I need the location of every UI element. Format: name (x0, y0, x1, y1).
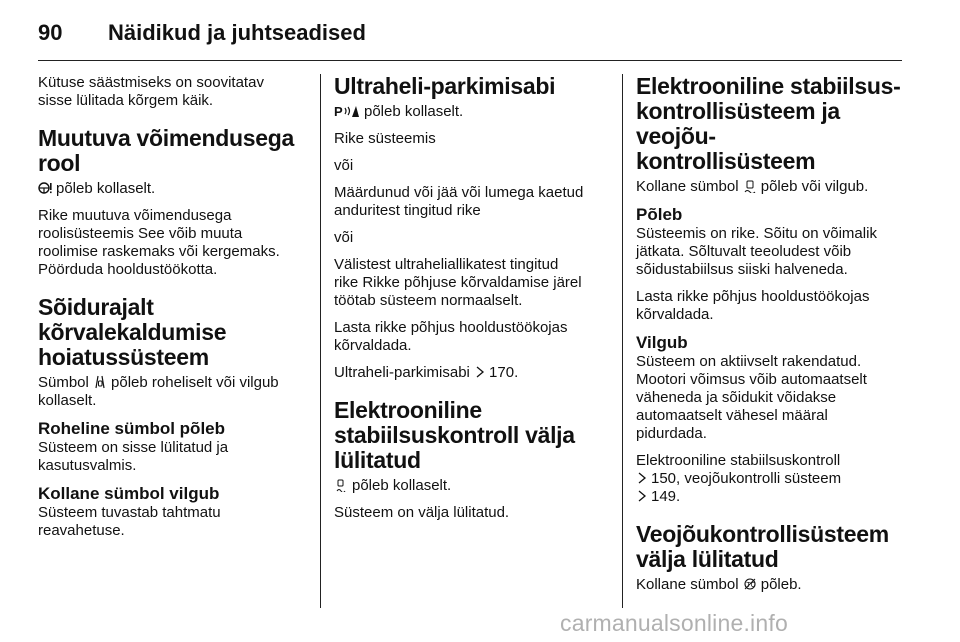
column-divider-1 (320, 74, 321, 608)
esc-icon (743, 179, 757, 193)
body-line: või (334, 157, 354, 174)
on-body: Süsteemis on rike. Sõitu on võimalik jätkata. Sõltuvalt teeoludest võib sõidustabiilsus siiski halveneda. (636, 225, 877, 278)
blink-body: Süsteem on aktiivselt rakendatud. Mootori võimsus võib automaatselt väheneda ja sõidukit võidakse automaatselt vähesel määral pidurdada. (636, 353, 867, 442)
section-body: Süsteem on välja lülitatud. (334, 504, 510, 521)
page-reference[interactable]: Ultraheli-parkimisabi 170. (334, 364, 519, 381)
svg-text:TC: TC (746, 582, 756, 589)
page-number: 90 (38, 20, 63, 45)
page-ref-icon (636, 490, 648, 502)
subheading-on: Põleb (636, 205, 683, 224)
subheading-yellow: Kollane sümbol vilgub (38, 484, 220, 503)
steering-warning-icon (38, 181, 52, 195)
section-parking-assist (334, 74, 606, 382)
page-reference[interactable]: Elektrooniline stabiilsuskontroll 150, veojõukontrolli süsteem 149. (636, 452, 842, 505)
body-line: Välistest ultraheliallikatest tingitud rike Rikke põhjuse kõrvaldamise järel töötab süsteem normaalselt. (334, 256, 582, 309)
section-esc-off (334, 398, 606, 522)
yellow-body: Süsteem tuvastab tahtmatu reavahetuse. (38, 504, 221, 539)
section-title: Elektrooniline stabiilsus- kontrollisüsteem ja veojõu- kontrollisüsteem (636, 73, 901, 174)
status-line: põleb kollaselt. (38, 180, 306, 198)
section-esc-tc (636, 74, 904, 506)
subheading-blink: Vilgub (636, 333, 688, 352)
intro-text: Kütuse säästmiseks on soovitatav sisse lülitada kõrgem käik. (38, 74, 264, 109)
section-lane-departure (38, 295, 306, 540)
status-line: P põleb kollaselt. (334, 103, 464, 120)
column-3 (636, 74, 904, 603)
header-rule (38, 60, 902, 61)
section-power-steering (38, 126, 306, 279)
section-tc-off (636, 522, 904, 594)
chapter-title: Näidikud ja juhtseadised (108, 20, 366, 45)
section-title: Elektrooniline stabiilsuskontroll välja lülitatud (334, 397, 575, 473)
body-line: Lasta rikke põhjus hooldustöökojas kõrvaldada. (334, 319, 568, 354)
on-body-2: Lasta rikke põhjus hooldustöökojas kõrvaldada. (636, 288, 870, 323)
section-title: Sõidurajalt kõrvalekaldumise hoiatussüsteem (38, 294, 227, 370)
body-line: Määrdunud või jää või lumega kaetud anduritest tingitud rike (334, 184, 584, 219)
subheading-green: Roheline sümbol põleb (38, 419, 226, 438)
column-2 (334, 74, 606, 531)
status-line: Sümbol põleb roheliselt või vilgub kollaselt. (38, 374, 279, 409)
column-divider-2 (622, 74, 623, 608)
page-ref-icon (636, 472, 648, 484)
column-1 (38, 74, 306, 549)
body-line: Rike süsteemis (334, 130, 436, 147)
watermark: carmanualsonline.info (560, 610, 788, 636)
green-body: Süsteem on sisse lülitatud ja kasutusvalmis. (38, 439, 229, 474)
svg-text:P: P (334, 104, 343, 118)
section-title: Muutuva võimendusega rool (38, 125, 294, 176)
section-title: Veojõukontrollisüsteem välja lülitatud (636, 521, 889, 572)
section-body: Rike muutuva võimendusega roolisüsteemis See võib muuta roolimise raskemaks või kergemaks. Pöörduda hooldustöökotta. (38, 207, 280, 278)
esc-off-icon (334, 478, 348, 492)
traction-off-icon (743, 577, 757, 591)
page-ref-icon (474, 366, 486, 378)
status-line: Kollane sümbol TC põleb. (636, 576, 802, 593)
page-header (38, 10, 900, 56)
section-title: Ultraheli-parkimisabi (334, 73, 556, 99)
status-line: põleb kollaselt. (334, 477, 606, 495)
body-line: või (334, 229, 354, 246)
status-line: Kollane sümbol põleb või vilgub. (636, 178, 869, 195)
lane-departure-icon (93, 375, 107, 389)
parking-sensor-icon (334, 104, 360, 118)
